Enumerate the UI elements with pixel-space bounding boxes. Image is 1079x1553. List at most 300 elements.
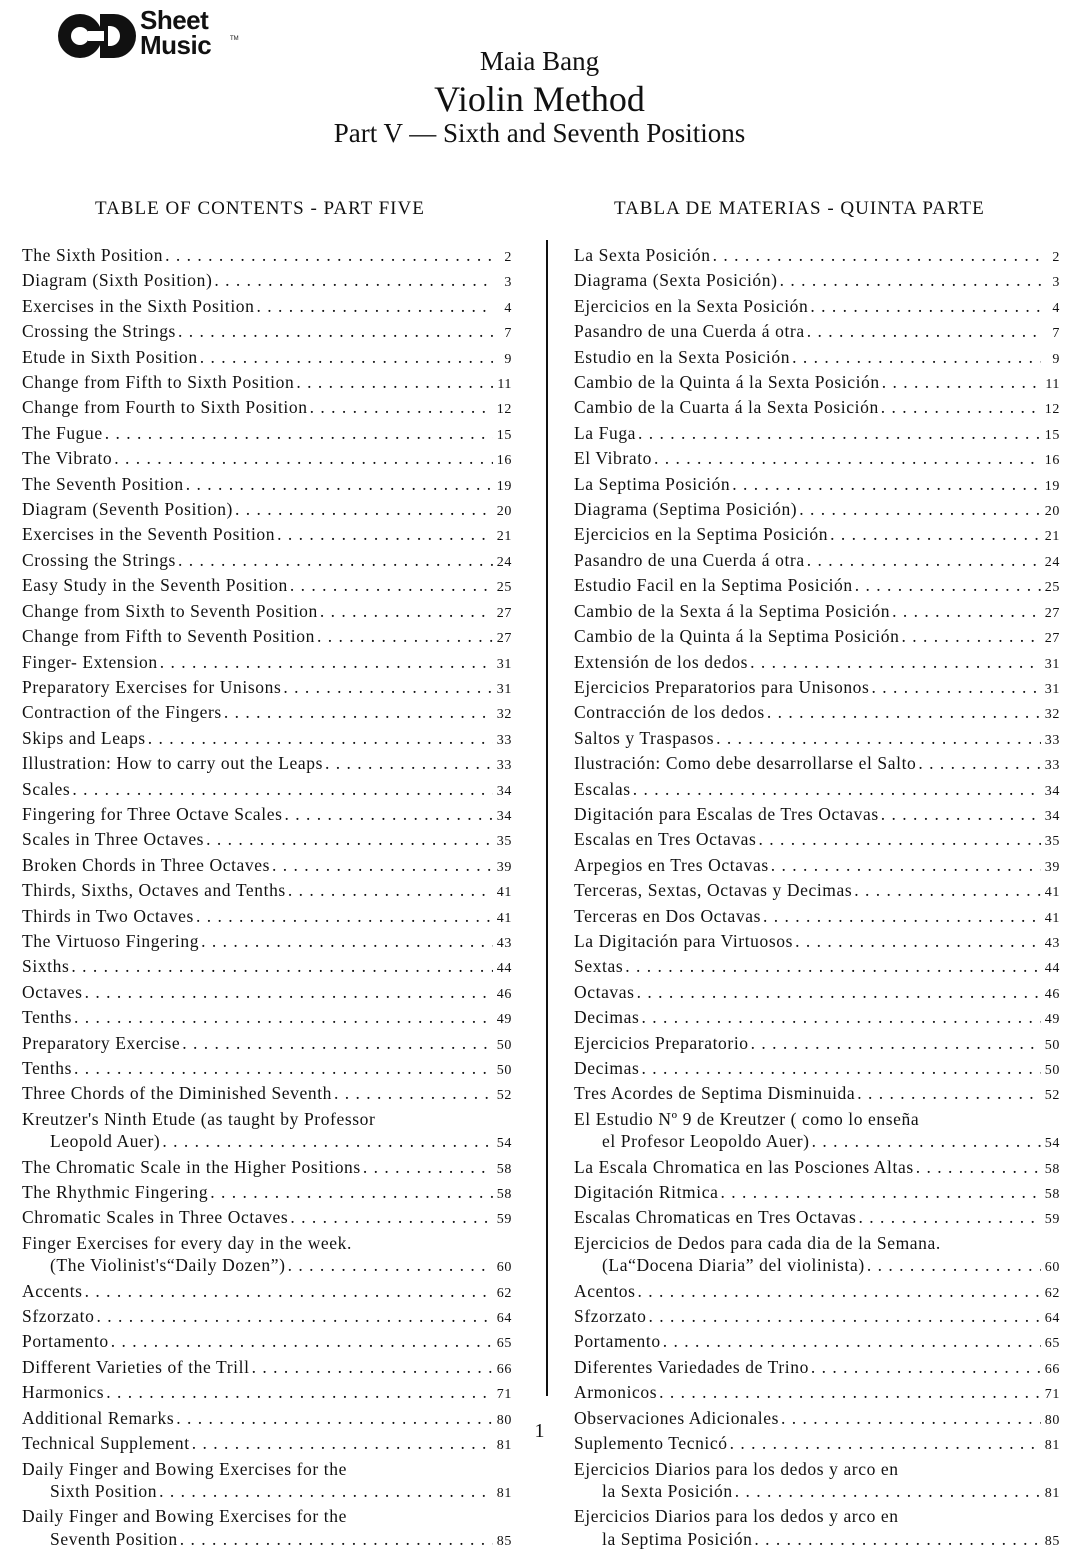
dot-leader [857,1082,1041,1104]
dot-leader [105,422,493,444]
toc-entry-title: Illustration: How to carry out the Leaps [22,753,324,774]
toc-entry [574,1181,1060,1206]
toc-entry-page: 24 [1044,554,1060,570]
toc-entry [22,1381,512,1406]
toc-entry-page: 20 [496,504,512,520]
dot-leader [811,1356,1041,1378]
dot-leader [807,549,1041,571]
toc-entry-title: Terceras, Sextas, Octavas y Decimas [574,880,853,901]
dot-leader [751,1032,1041,1054]
toc-entry-title: Leopold Auer) [50,1131,161,1152]
toc-entry-page: 4 [1052,300,1060,316]
toc-entry-page: 52 [1044,1088,1060,1104]
dot-leader [780,269,1041,291]
toc-entry-page: 31 [1044,681,1060,697]
toc-entry [574,981,1060,1006]
toc-entry-title: Cambio de la Quinta á la Septima Posición [574,626,900,647]
toc-entry [22,447,512,472]
toc-entry-page: 49 [1044,1012,1060,1028]
toc-entry-title: Diagrama (Septima Posición) [574,499,798,520]
toc-entry-title: Change from Fifth to Seventh Position [22,626,315,647]
toc-entry-page: 16 [1044,453,1060,469]
dot-leader [638,1280,1041,1302]
dot-leader [754,1528,1041,1550]
toc-entry-title: Crossing the Strings [22,321,176,342]
logo-trademark: TM [230,36,239,42]
toc-entry [574,651,1060,676]
toc-entry-title: el Profesor Leopoldo Auer) [602,1131,810,1152]
toc-entry-title: (The Violinist's“Daily Dozen”) [50,1255,286,1276]
dot-leader [288,1254,493,1276]
toc-entry-title: Acentos [574,1280,636,1301]
toc-entry [574,1057,1060,1082]
toc-entry-title: Extensión de los dedos [574,651,749,672]
toc-entry-page: 7 [504,326,512,342]
toc-entry-page: 33 [1044,758,1060,774]
dot-leader [182,1032,493,1054]
toc-entry-page: 85 [496,1533,512,1549]
toc-entry-title: The Rhythmic Fingering [22,1182,209,1203]
toc-entry-page: 65 [1044,1336,1060,1352]
toc-entry [22,523,512,548]
toc-entry [574,244,1060,269]
toc-entry [22,473,512,498]
toc-entry-page: 25 [1044,580,1060,596]
dot-leader [210,1181,493,1203]
toc-entry-title: Cambio de la Sexta á la Septima Posición [574,600,891,621]
toc-entry [22,371,512,396]
dot-leader [96,1305,493,1327]
dot-leader [735,1480,1041,1502]
toc-entry [22,1305,512,1330]
toc-entry [574,625,1060,650]
toc-entry [22,651,512,676]
toc-entry [22,1057,512,1082]
toc-entry-page: 9 [1052,351,1060,367]
toc-entry-page: 32 [496,707,512,723]
toc-entry-page: 9 [504,351,512,367]
dot-leader [186,473,493,495]
dot-leader [758,828,1041,850]
toc-entry-title: Decimas [574,1058,640,1078]
toc-entry [22,727,512,752]
toc-entry-page: 62 [1044,1285,1060,1301]
dot-leader [858,1206,1041,1228]
toc-entry [574,701,1060,726]
toc-entry-title: Ilustración: Como debe desarrollarse el Salto [574,753,917,774]
dot-leader [317,625,493,647]
toc-entry-page: 50 [1044,1037,1060,1053]
toc-entry [22,574,512,599]
toc-entry [574,930,1060,955]
toc-entry-title: The Chromatic Scale in the Higher Positions [22,1156,361,1177]
toc-entry [22,1082,512,1107]
dot-leader [224,701,493,723]
toc-entry [22,600,512,625]
toc-entry-title: Diferentes Variedades de Trino [574,1356,809,1377]
dot-leader [792,346,1041,368]
toc-entry-title: Exercises in the Sixth Position [22,295,255,316]
toc-entry-title: Additional Remarks [22,1407,175,1428]
toc-entry [22,320,512,345]
toc-entry-title: Scales [22,778,71,799]
toc-entry-page: 80 [1044,1412,1060,1428]
toc-entry-title: Sfzorzato [574,1306,647,1327]
toc-entry [574,600,1060,625]
toc-entry [22,1206,512,1231]
toc-entry [22,930,512,955]
toc-entry-title-line1: Ejercicios Diarios para los dedos y arco en [574,1458,899,1479]
dot-leader [290,574,493,596]
toc-entry-page: 46 [496,986,512,1002]
dot-leader [71,955,493,977]
toc-entry [22,879,512,904]
toc-entry [22,498,512,523]
toc-entry-page: 3 [504,275,512,291]
toc-entry-page: 41 [1044,885,1060,901]
toc-entry [574,1006,1060,1031]
toc-entry-title: (La“Docena Diaria” del violinista) [602,1255,865,1276]
author-name: Maia Bang [479,46,600,76]
toc-entry-page: 27 [496,631,512,647]
toc-entry-page: 59 [496,1212,512,1228]
dot-leader [854,879,1041,901]
toc-entry-title: Sixth Position [50,1480,158,1501]
dot-leader [201,930,493,952]
toc-entry-page: 59 [1044,1212,1060,1228]
toc-entry-page: 39 [1044,859,1060,875]
toc-entry-title: La Fuga [574,422,637,443]
dot-leader [830,523,1041,545]
toc-entry [22,905,512,930]
dot-leader [892,600,1041,622]
toc-entry-title: Technical Supplement [22,1433,190,1454]
toc-entry [574,854,1060,879]
toc-entry [574,803,1060,828]
dot-leader [162,1130,493,1152]
toc-entry [574,396,1060,421]
toc-entry-page: 34 [1044,808,1060,824]
dot-leader [663,1330,1041,1352]
toc-entry-title: Accents [22,1280,83,1301]
toc-entry [22,955,512,980]
toc-entry-title: The Vibrato [22,448,113,469]
dot-leader [74,1006,493,1028]
toc-entry-title: Diagram (Sixth Position) [22,270,213,291]
toc-entry-title: Preparatory Exercises for Unisons [22,676,282,697]
toc-entry-page: 7 [1052,326,1060,342]
toc-entry [574,727,1060,752]
toc-entry-title: Thirds in Two Octaves [22,905,194,926]
toc-entry-page: 3 [1052,275,1060,291]
dot-leader [310,396,493,418]
dot-leader [732,473,1041,495]
toc-entry [22,1232,512,1280]
toc-entry-title: Observaciones Adicionales [574,1407,780,1428]
toc-entry [574,574,1060,599]
toc-entry [22,1156,512,1181]
toc-entry-title: Octavas [574,981,635,1002]
toc-entry [22,244,512,269]
book-title: Violin Method [434,79,645,119]
toc-entry [574,1505,1060,1553]
dot-leader [285,803,493,825]
toc-entry-page: 24 [496,554,512,570]
dot-leader [810,295,1041,317]
dot-leader [871,676,1041,698]
dot-leader [178,549,493,571]
toc-entry-title: la Sexta Posición [602,1480,733,1501]
toc-entry-page: 49 [496,1012,512,1028]
toc-entry-title: Contracción de los dedos [574,702,765,723]
toc-entry-title: Cambio de la Cuarta á la Sexta Posición [574,397,879,418]
toc-entry [574,1108,1060,1156]
toc-entry-page: 43 [1044,935,1060,951]
toc-entry [22,1356,512,1381]
toc-entry-page: 81 [496,1438,512,1454]
toc-entry-page: 32 [1044,707,1060,723]
dot-leader [160,651,493,673]
dot-leader [882,371,1041,393]
toc-entry-page: 35 [1044,834,1060,850]
toc-entry [574,549,1060,574]
dot-leader [148,727,493,749]
toc-entry-page: 50 [1044,1063,1060,1078]
toc-entry-page: 85 [1044,1533,1060,1549]
toc-entry [574,1206,1060,1231]
toc-entry-title: Change from Fifth to Sixth Position [22,372,295,393]
toc-entry-page: 34 [496,808,512,824]
dot-leader [637,981,1041,1003]
toc-entry-title: Chromatic Scales in Three Octaves [22,1207,289,1228]
toc-entry-title: Decimas [574,1007,640,1028]
toc-entry [22,549,512,574]
dot-leader [867,1254,1041,1276]
toc-entry-title: Estudio en la Sexta Posición [574,346,791,367]
toc-entry-title: Finger- Extension [22,651,158,672]
toc-entry-page: 27 [496,605,512,621]
dot-leader [272,854,493,876]
toc-entry-title: Escalas Chromaticas en Tres Octavas [574,1207,857,1228]
toc-entry-title: The Sixth Position [22,245,164,265]
logo-sheet-text: Sheet [140,5,209,35]
toc-entry-title: Skips and Leaps [22,727,146,748]
dot-leader [178,320,493,342]
dot-leader [165,244,493,266]
spanish-toc-heading: TABLA DE MATERIAS - QUINTA PARTE [614,198,985,219]
toc-entry-page: 50 [496,1063,512,1078]
toc-entry [574,320,1060,345]
toc-entry-page: 80 [496,1412,512,1428]
toc-entry-title: Diagrama (Sexta Posición) [574,270,778,291]
dot-leader [916,1156,1041,1178]
toc-entry [574,1232,1060,1280]
toc-entry-page: 43 [496,935,512,951]
toc-entry [22,1032,512,1057]
toc-entry-page: 60 [496,1260,512,1276]
toc-entry-title-line1: Finger Exercises for every day in the week. [22,1232,352,1253]
spanish-toc-list [574,244,1060,1553]
toc-entry-page: 58 [1044,1187,1060,1203]
toc-entry-page: 34 [1044,783,1060,799]
dot-leader [85,981,493,1003]
toc-entry [574,1356,1060,1381]
toc-entry-title: Estudio Facil en la Septima Posición [574,575,853,596]
toc-entry-title: Exercises in the Seventh Position [22,524,276,545]
toc-entry-page: 41 [496,910,512,926]
toc-entry-page: 21 [1044,529,1060,545]
toc-entry [22,625,512,650]
toc-entry-page: 39 [496,859,512,875]
toc-entry [574,1156,1060,1181]
toc-entry-title: Pasandro de una Cuerda á otra [574,549,805,570]
toc-entry-title: Crossing the Strings [22,549,176,570]
toc-entry-page: 46 [1044,986,1060,1002]
dot-leader [713,244,1041,266]
toc-entry [22,828,512,853]
toc-entry-page: 19 [1044,478,1060,494]
dot-leader [641,1006,1041,1028]
dot-leader [114,447,493,469]
toc-entry-title: Tres Acordes de Septima Disminuida [574,1083,856,1104]
toc-entry [22,701,512,726]
toc-entry-title: Broken Chords in Three Octaves [22,854,271,875]
toc-entry-page: 81 [1044,1438,1060,1454]
toc-entry [22,346,512,371]
toc-entry-title: Saltos y Traspasos [574,727,715,748]
toc-entry [22,1181,512,1206]
toc-entry-title: Sextas [574,956,624,977]
dot-leader [641,1057,1041,1079]
toc-entry-page: 20 [1044,504,1060,520]
dot-leader [799,498,1041,520]
dot-leader [767,701,1041,723]
toc-entry [574,778,1060,803]
toc-entry-title: Portamento [22,1331,109,1352]
toc-entry-title: Fingering for Three Octave Scales [22,803,283,824]
toc-entry-title: Armonicos [574,1382,658,1403]
toc-entry-title: The Virtuoso Fingering [22,930,200,951]
toc-entry [22,422,512,447]
toc-entry-title: Diagram (Seventh Position) [22,499,233,520]
toc-entry-title: Easy Study in the Seventh Position [22,575,288,596]
dot-leader [334,1082,493,1104]
toc-entry [574,371,1060,396]
toc-entry-title: Tenths [22,1058,73,1078]
dot-leader [196,905,493,927]
toc-entry-title-line1: El Estudio Nº 9 de Kreutzer ( como lo enseña [574,1108,920,1129]
toc-entry [22,1006,512,1031]
toc-entry [22,981,512,1006]
dot-leader [659,1381,1041,1403]
toc-entry-page: 4 [504,300,512,316]
dot-leader [625,955,1041,977]
dot-leader [633,778,1041,800]
toc-entry [22,854,512,879]
dot-leader [325,752,493,774]
toc-entry-title: Three Chords of the Diminished Seventh [22,1083,333,1104]
toc-entry-page: 71 [496,1387,512,1403]
toc-entry-title: Harmonics [22,1382,105,1403]
toc-entry [574,955,1060,980]
toc-entry-page: 65 [496,1336,512,1352]
toc-entry-title: Escalas en Tres Octavas [574,829,757,850]
toc-entry-page: 31 [1044,656,1060,672]
toc-entry-title: Terceras en Dos Octavas [574,905,762,926]
toc-entry-title: La Escala Chromatica en las Posciones Altas [574,1156,914,1177]
logo-music-text: Music [140,30,212,60]
toc-entry [574,828,1060,853]
dot-leader [288,879,493,901]
toc-entry [574,498,1060,523]
dot-leader [901,625,1041,647]
toc-entry [22,1108,512,1156]
toc-entry [574,1280,1060,1305]
toc-entry [574,905,1060,930]
toc-entry-page: 15 [496,427,512,443]
dot-leader [855,574,1041,596]
toc-entry [574,676,1060,701]
dot-leader [111,1330,493,1352]
toc-entry-page: 2 [1052,250,1060,265]
toc-entry-title: Ejercicios Preparatorio [574,1032,749,1053]
toc-entry-page: 31 [496,656,512,672]
toc-entry-page: 44 [496,961,512,977]
column-divider [546,240,548,1396]
dot-leader [918,752,1041,774]
toc-entry-page: 41 [1044,910,1060,926]
dot-leader [159,1480,493,1502]
toc-entry [22,1330,512,1355]
toc-entry [574,523,1060,548]
toc-entry-page: 11 [1045,377,1060,393]
toc-entry [574,269,1060,294]
dot-leader [235,498,493,520]
toc-entry-title-line1: Daily Finger and Bowing Exercises for the [22,1506,347,1527]
toc-entry-title: La Sexta Posición [574,245,711,265]
dot-leader [812,1130,1041,1152]
toc-entry-title-line1: Kreutzer's Ninth Etude (as taught by Professor [22,1108,376,1129]
toc-entry-page: 35 [496,834,512,850]
toc-entry-title: Ejercicios Preparatorios para Unisonos [574,676,870,697]
toc-entry-page: 15 [1044,427,1060,443]
dot-leader [750,651,1041,673]
dot-leader [720,1181,1041,1203]
toc-entry [574,473,1060,498]
toc-entry [22,1280,512,1305]
toc-entry [574,447,1060,472]
toc-entry-page: 25 [496,580,512,596]
dot-leader [320,600,493,622]
toc-entry-page: 34 [496,783,512,799]
toc-entry-title: Thirds, Sixths, Octaves and Tenths [22,880,286,901]
toc-entry [574,1082,1060,1107]
english-toc-list [22,244,512,1553]
toc-entry-page: 54 [496,1136,512,1152]
toc-entry-page: 12 [1044,402,1060,418]
toc-entry-title-line1: Ejercicios de Dedos para cada dia de la Semana. [574,1232,941,1253]
dot-leader [771,854,1041,876]
toc-entry [574,295,1060,320]
toc-entry-page: 27 [1044,631,1060,647]
toc-entry-title: Octaves [22,981,83,1002]
toc-entry-title: The Fugue [22,422,103,443]
english-toc-heading: TABLE OF CONTENTS - PART FIVE [95,198,425,219]
toc-entry [574,1330,1060,1355]
toc-entry-page: 81 [496,1485,512,1501]
dot-leader [277,523,493,545]
toc-entry-page: 81 [1044,1485,1060,1501]
